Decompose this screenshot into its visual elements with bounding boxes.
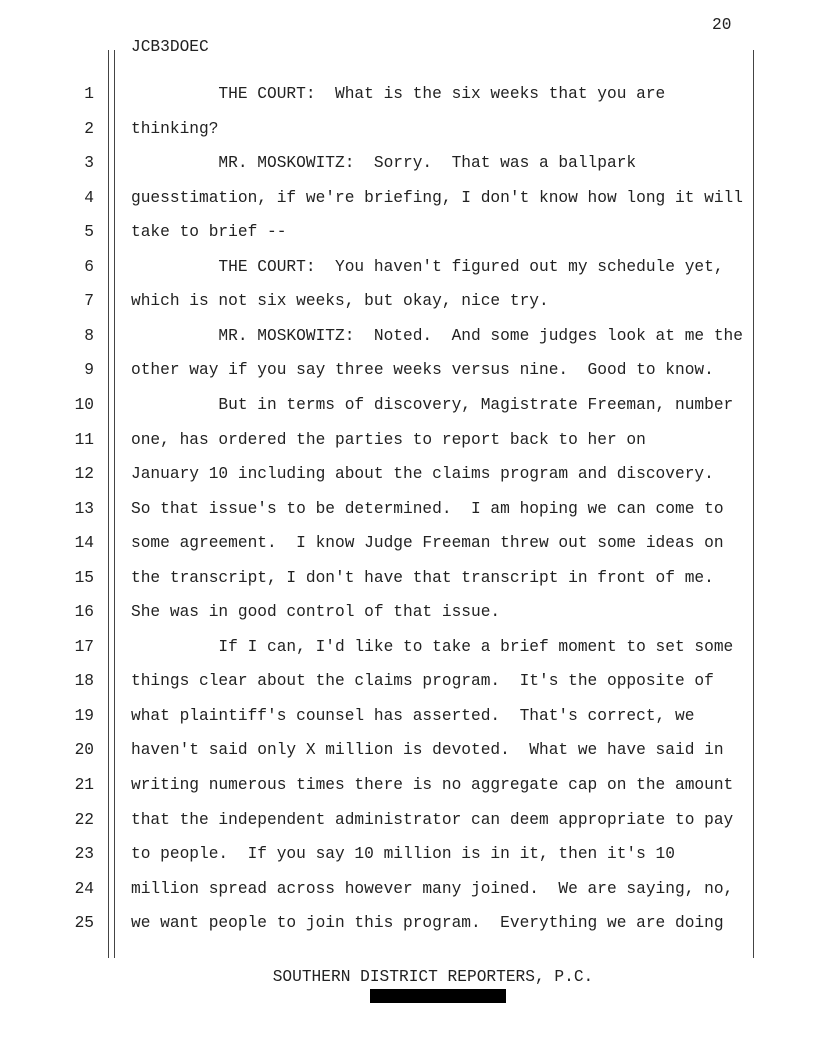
left-margin-rule-inner [114, 50, 115, 958]
line-text: If I can, I'd like to take a brief moment to set some [131, 637, 734, 656]
left-margin-rule [108, 50, 109, 958]
line-text: million spread across however many joined. We are saying, no, [131, 879, 734, 898]
line-text: MR. MOSKOWITZ: Noted. And some judges look at me the [131, 326, 743, 345]
line-text: haven't said only X million is devoted. What we have said in [131, 741, 724, 760]
line-number: 16 [74, 603, 94, 622]
line-text: other way if you say three weeks versus nine. Good to know. [131, 361, 714, 380]
line-number: 18 [74, 672, 94, 691]
line-number: 20 [74, 741, 94, 760]
line-text: that the independent administrator can deem appropriate to pay [131, 810, 734, 829]
line-number: 9 [84, 361, 94, 380]
line-number: 15 [74, 568, 94, 587]
header-code: JCB3DOEC [131, 38, 209, 56]
line-text: one, has ordered the parties to report back to her on [131, 430, 646, 449]
line-number: 22 [74, 810, 94, 829]
line-number: 19 [74, 706, 94, 725]
line-text: take to brief -- [131, 223, 287, 242]
line-text: the transcript, I don't have that transcript in front of me. [131, 568, 714, 587]
line-number: 25 [74, 914, 94, 933]
line-number: 1 [84, 85, 94, 103]
line-text: guesstimation, if we're briefing, I don't know how long it will [131, 188, 743, 207]
line-number: 5 [84, 223, 94, 242]
line-text: But in terms of discovery, Magistrate Freeman, number [131, 395, 734, 414]
line-text: MR. MOSKOWITZ: Sorry. That was a ballpark [131, 154, 637, 173]
line-text: January 10 including about the claims program and discovery. [131, 465, 714, 484]
line-number: 24 [74, 879, 94, 898]
right-margin-rule [753, 50, 754, 958]
line-text: which is not six weeks, but okay, nice try. [131, 292, 549, 311]
line-text: THE COURT: What is the six weeks that you are [131, 85, 666, 103]
line-number: 2 [84, 119, 94, 138]
line-text: She was in good control of that issue. [131, 603, 501, 622]
line-number: 21 [74, 776, 94, 794]
page-number: 20 [712, 16, 732, 34]
line-text: we want people to join this program. Everything we are doing [131, 914, 724, 933]
line-number: 14 [74, 534, 94, 553]
line-text: things clear about the claims program. It's the opposite of [131, 672, 714, 691]
line-text: thinking? [131, 119, 219, 138]
line-number: 23 [74, 845, 94, 864]
line-number: 10 [74, 395, 94, 414]
line-number: 7 [84, 292, 94, 311]
line-number: 8 [84, 326, 94, 345]
line-text: what plaintiff's counsel has asserted. That's correct, we [131, 706, 695, 725]
line-text: to people. If you say 10 million is in it, then it's 10 [131, 845, 675, 864]
line-text: writing numerous times there is no aggregate cap on the amount [131, 776, 734, 794]
line-number: 13 [74, 499, 94, 518]
line-number: 17 [74, 637, 94, 656]
redaction-bar [370, 989, 506, 1003]
line-number: 4 [84, 188, 94, 207]
line-number: 12 [74, 465, 94, 484]
line-number: 6 [84, 257, 94, 276]
line-number: 3 [84, 154, 94, 173]
line-text: So that issue's to be determined. I am hoping we can come to [131, 499, 724, 518]
line-text: some agreement. I know Judge Freeman threw out some ideas on [131, 534, 724, 553]
line-number: 11 [74, 430, 94, 449]
line-text: THE COURT: You haven't figured out my schedule yet, [131, 257, 724, 276]
footer-reporter: SOUTHERN DISTRICT REPORTERS, P.C. [272, 968, 594, 986]
